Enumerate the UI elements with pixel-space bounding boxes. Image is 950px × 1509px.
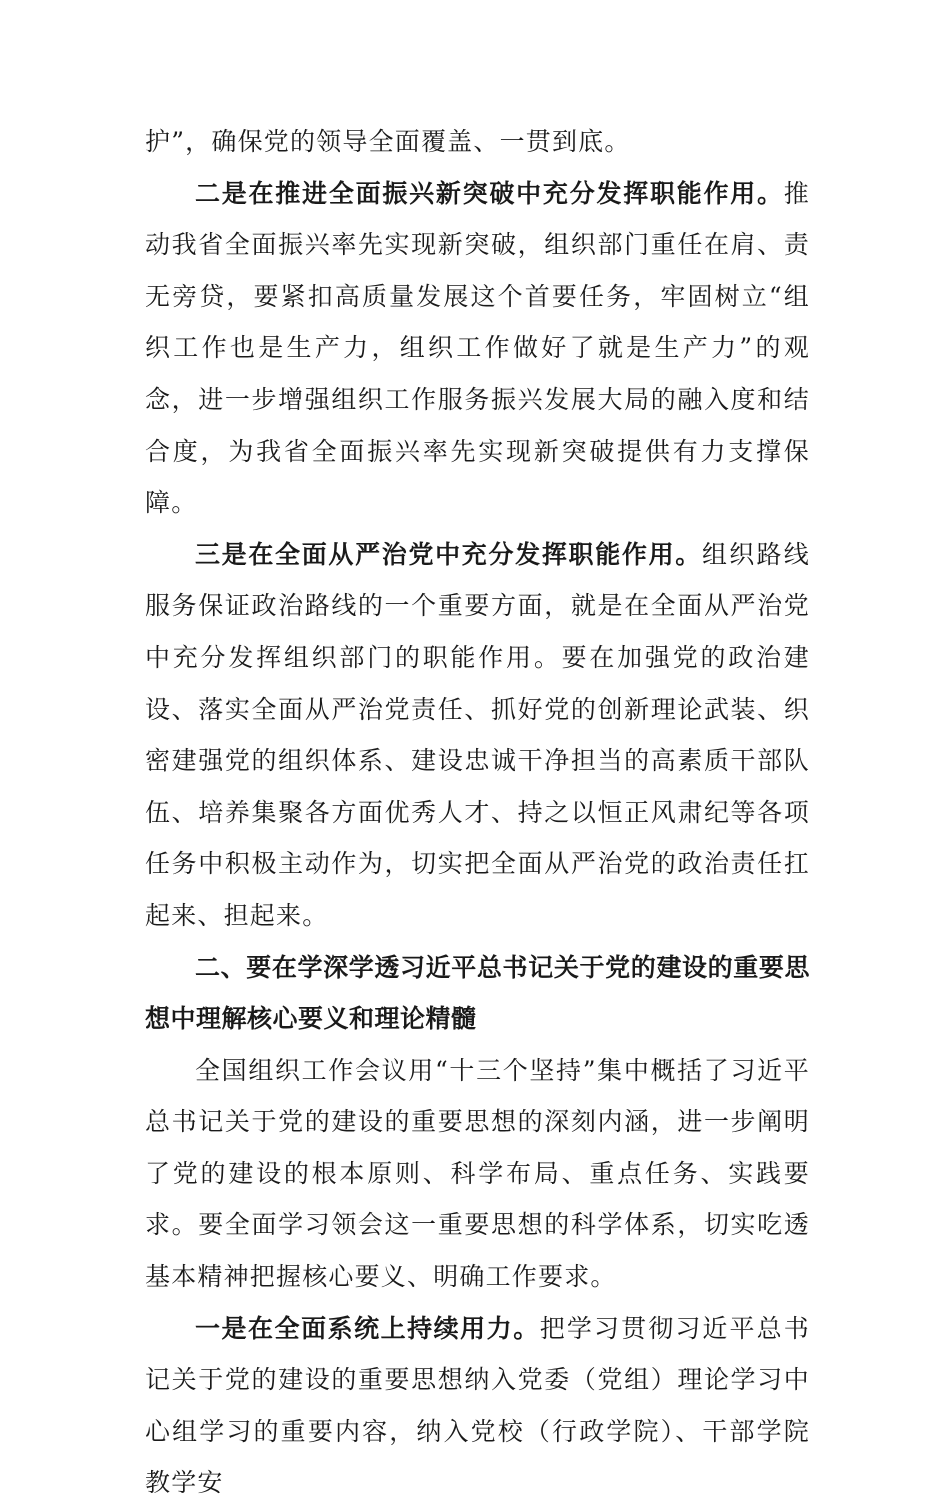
paragraph-text: 护”，确保党的领导全面覆盖、一贯到底。 (145, 127, 631, 156)
paragraph-text: 全国组织工作会议用“十三个坚持”集中概括了习近平总书记关于党的建设的重要思想的深刻内涵，进一步阐明了党的建设的根本原则、科学布局、重点任务、实践要求。要全面学习领会这一重要思想的科学体系，切实吃透基本精神把握核心要义、明确工作要求。 (145, 1055, 810, 1292)
paragraph-text: 把学习贯彻习近平总书记关于党的建设的重要思想纳入党委（党组）理论学习中心组学习的重要内容，纳入党校（行政学院）、干部学院教学安 (145, 1313, 810, 1498)
paragraph-point-one (145, 1303, 810, 1509)
paragraph-lead: 三是在全面从严治党中充分发挥职能作用。 (195, 539, 702, 569)
paragraph-lead: 一是在全面系统上持续用力。 (195, 1313, 540, 1343)
paragraph-text: 推动我省全面振兴率先实现新突破，组织部门重任在肩、责无旁贷，要紧扣高质量发展这个首要任务，牢固树立“组织工作也是生产力，组织工作做好了就是生产力”的观念，进一步增强组织工作服务振兴发展大局的融入度和结合度，为我省全面振兴率先实现新突破提供有力支撑保障。 (145, 178, 810, 518)
paragraph-lead: 二是在推进全面振兴新突破中充分发挥职能作用。 (195, 178, 784, 208)
paragraph-point-two (145, 168, 810, 529)
paragraph-intro (145, 1045, 810, 1303)
section-heading: 二、要在学深学透习近平总书记关于党的建设的重要思想中理解核心要义和理论精髓 (145, 952, 810, 1034)
paragraph-text: 组织路线服务保证政治路线的一个重要方面，就是在全面从严治党中充分发挥组织部门的职能作用。要在加强党的政治建设、落实全面从严治党责任、抓好党的创新理论武装、织密建强党的组织体系、建设忠诚干净担当的高素质干部队伍、培养集聚各方面优秀人才、持之以恒正风肃纪等各项任务中积极主动作为，切实把全面从严治党的政治责任扛起来、担起来。 (145, 539, 810, 930)
document-body (145, 116, 810, 1509)
paragraph-point-three (145, 529, 810, 942)
paragraph-continuation (145, 116, 810, 168)
